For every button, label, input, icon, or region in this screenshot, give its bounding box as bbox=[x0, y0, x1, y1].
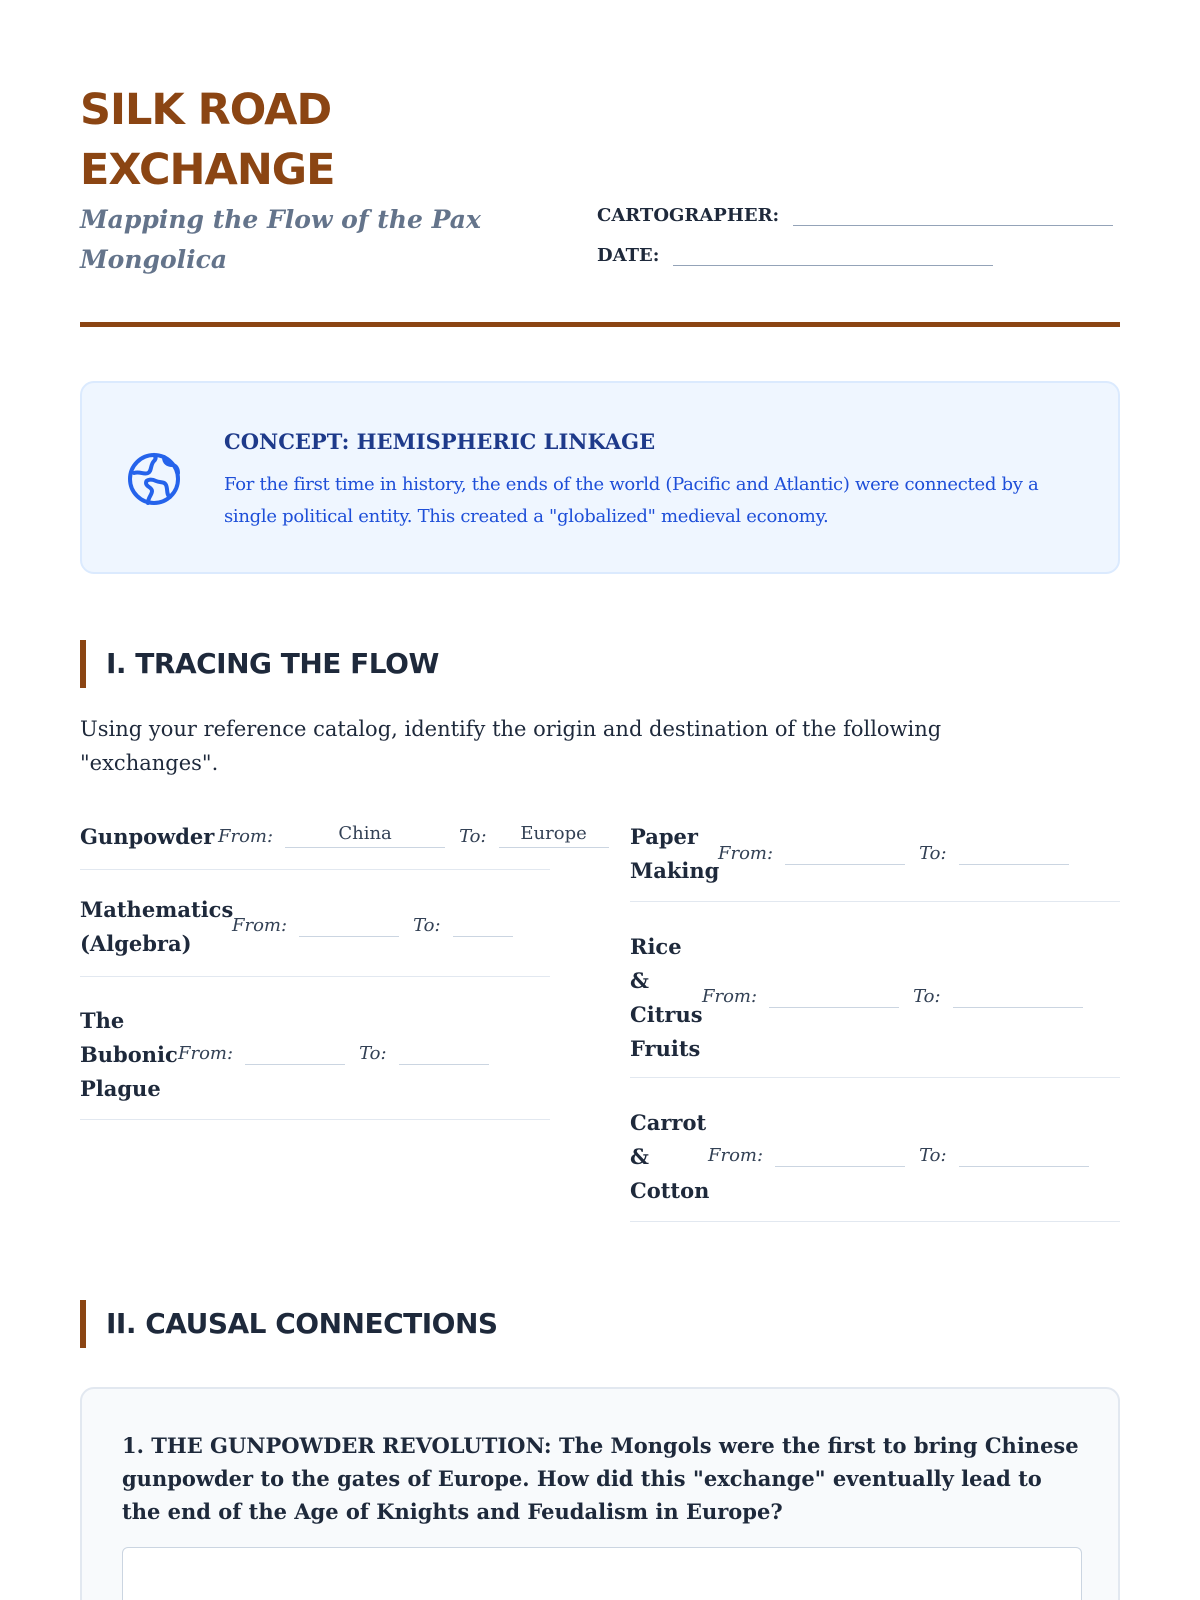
to-label: To: bbox=[359, 1043, 387, 1064]
from-field[interactable] bbox=[769, 982, 899, 1008]
from-field[interactable] bbox=[245, 1039, 345, 1065]
date-field[interactable] bbox=[673, 244, 993, 266]
title-line-1: SILK ROAD bbox=[80, 85, 332, 135]
to-label: To: bbox=[913, 986, 941, 1007]
section-heading-tracing: I. TRACING THE FLOW bbox=[80, 640, 880, 688]
from-label: From: bbox=[218, 826, 274, 847]
exchange-row bbox=[80, 820, 587, 870]
to-field[interactable] bbox=[453, 911, 513, 937]
page-subtitle: Mapping the Flow of the Pax Mongolica bbox=[80, 205, 481, 274]
concept-title: CONCEPT: HEMISPHERIC LINKAGE bbox=[224, 429, 656, 454]
to-field[interactable] bbox=[959, 839, 1069, 865]
from-field[interactable] bbox=[299, 911, 399, 937]
section-heading-causal: II. CAUSAL CONNECTIONS bbox=[80, 1300, 880, 1348]
exchange-row bbox=[80, 1004, 550, 1120]
to-field[interactable] bbox=[953, 982, 1083, 1008]
to-label: To: bbox=[459, 826, 487, 847]
exchange-row bbox=[630, 820, 1120, 902]
date-row bbox=[597, 244, 993, 266]
question-1-text: 1. THE GUNPOWDER REVOLUTION: The Mongols were the first to bring Chinese gunpowder to the gates of Europe. How did this "exchange" eventually lead to the end of the Age of Knights and Feudalism in Europe? bbox=[122, 1433, 1079, 1524]
exchange-name: Paper Making bbox=[630, 824, 720, 883]
section-instructions: Using your reference catalog, identify the origin and destination of the following "exchanges". bbox=[80, 717, 942, 775]
exchange-name: Carrot & Cotton bbox=[630, 1110, 710, 1203]
question-1-answer-field[interactable] bbox=[122, 1547, 1082, 1600]
causal-question-box bbox=[80, 1387, 1120, 1600]
exchange-row bbox=[80, 893, 550, 977]
header-divider bbox=[80, 322, 1120, 327]
to-label: To: bbox=[413, 915, 441, 936]
from-label: From: bbox=[702, 986, 758, 1007]
from-field[interactable]: China bbox=[285, 822, 445, 848]
page-title bbox=[80, 80, 500, 200]
to-field[interactable] bbox=[399, 1039, 489, 1065]
from-label: From: bbox=[232, 915, 288, 936]
to-field[interactable] bbox=[959, 1141, 1089, 1167]
to-field[interactable]: Europe bbox=[499, 822, 609, 848]
exchange-name: Gunpowder bbox=[80, 824, 215, 849]
exchange-name: The Bubonic Plague bbox=[80, 1008, 178, 1101]
cartographer-row bbox=[597, 204, 1113, 226]
from-field[interactable] bbox=[785, 839, 905, 865]
exchange-row bbox=[630, 930, 1120, 1078]
date-label: DATE: bbox=[597, 245, 660, 266]
to-label: To: bbox=[919, 1145, 947, 1166]
from-label: From: bbox=[708, 1145, 764, 1166]
title-line-2: EXCHANGE bbox=[80, 145, 335, 195]
exchange-row bbox=[630, 1106, 1120, 1222]
from-label: From: bbox=[718, 843, 774, 864]
exchange-name: Rice & Citrus Fruits bbox=[630, 934, 703, 1061]
concept-box bbox=[80, 381, 1120, 574]
cartographer-field[interactable] bbox=[793, 204, 1113, 226]
globe-icon bbox=[126, 451, 182, 507]
from-field[interactable] bbox=[775, 1141, 905, 1167]
concept-text: For the first time in history, the ends of the world (Pacific and Atlantic) were connected by a single political entity. This created a "globalized" medieval economy. bbox=[224, 474, 1039, 527]
to-label: To: bbox=[919, 843, 947, 864]
exchange-name: Mathematics (Algebra) bbox=[80, 897, 234, 956]
from-label: From: bbox=[178, 1043, 234, 1064]
cartographer-label: CARTOGRAPHER: bbox=[597, 205, 780, 226]
